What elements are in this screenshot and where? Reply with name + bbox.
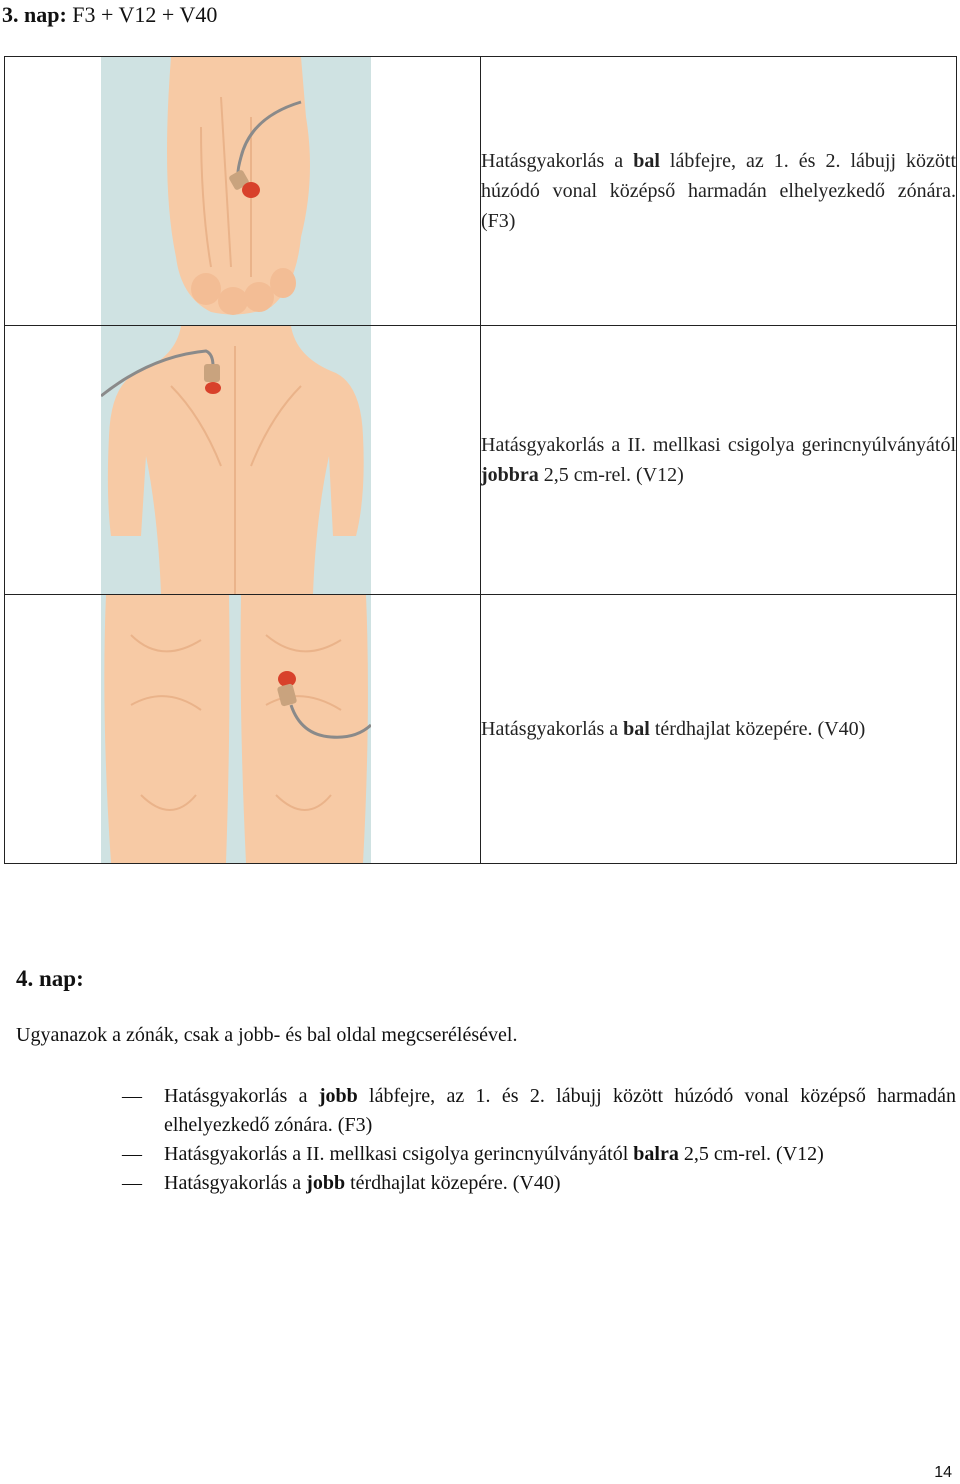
zone-description: Hatásgyakorlás a II. mellkasi csigolya gerincnyúlványától jobbra 2,5 cm-rel. (V12) (481, 434, 956, 486)
foot-image-cell (5, 57, 481, 326)
foot-zone-text-cell (481, 57, 957, 326)
list-item: — Hatásgyakorlás a jobb térdhajlat közepére. (V40) (0, 1169, 956, 1198)
back-with-electrode-illustration (101, 326, 371, 594)
foot-with-electrode-illustration (101, 57, 371, 325)
dash-bullet-icon: — (122, 1085, 142, 1107)
knees-with-electrode-illustration (101, 595, 371, 863)
knees-image-cell (5, 595, 481, 864)
page-number: 14 (934, 1464, 952, 1481)
zone-row-foot (5, 57, 957, 326)
day4-intro: Ugyanazok a zónák, csak a jobb- és bal oldal megcserélésével. (16, 1024, 518, 1046)
zone-row-back (5, 326, 957, 595)
back-zone-text-cell (481, 326, 957, 595)
dash-bullet-icon: — (122, 1172, 142, 1194)
zones-table (4, 56, 957, 864)
day3-title-label: 3. nap: (2, 2, 67, 27)
zone-row-knee (5, 595, 957, 864)
day4-title: 4. nap: (16, 966, 84, 991)
day4-list (0, 1082, 956, 1198)
zone-description: Hatásgyakorlás a bal térdhajlat közepére. (V40) (481, 718, 866, 740)
list-item: — Hatásgyakorlás a II. mellkasi csigolya gerincnyúlványától balra 2,5 cm-rel. (V12) (0, 1140, 956, 1169)
day3-title (2, 2, 217, 28)
dash-bullet-icon: — (122, 1143, 142, 1165)
back-image-cell (5, 326, 481, 595)
zone-description: Hatásgyakorlás a bal lábfejre, az 1. és 2. lábujj között húzódó vonal középső harmadán elhelyezkedő zónára. (F3) (481, 150, 957, 232)
knee-zone-text-cell (481, 595, 957, 864)
day3-formula: F3 + V12 + V40 (72, 2, 218, 27)
list-item: — Hatásgyakorlás a jobb lábfejre, az 1. és 2. lábujj között húzódó vonal középső harmadán elhelyezkedő zónára. (F3) (0, 1082, 956, 1140)
